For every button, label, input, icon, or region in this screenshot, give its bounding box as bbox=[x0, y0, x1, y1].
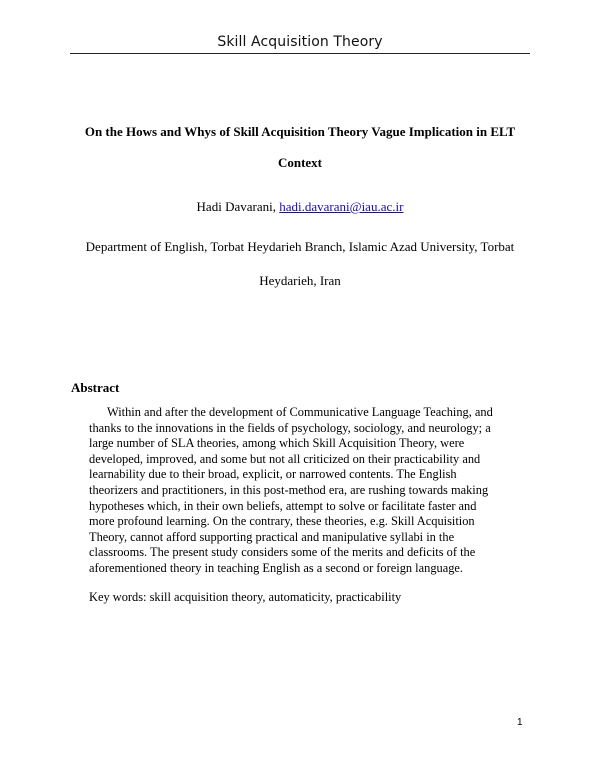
author-line bbox=[60, 199, 540, 215]
abstract-line: more profound learning. On the contrary, these theories, e.g. Skill Acquisition bbox=[89, 514, 475, 529]
abstract-line: theorizers and practitioners, in this post-method era, are rushing towards making bbox=[89, 482, 489, 497]
abstract-line: developed, improved, and some but not all criticized on their practicability and bbox=[89, 451, 481, 466]
abstract-line: aforementioned theory in teaching English as a second or foreign language. bbox=[89, 560, 463, 575]
keywords-line: Key words: skill acquisition theory, automaticity, practicability bbox=[89, 590, 402, 604]
abstract-line: hypotheses which, in their own beliefs, attempt to solve or facilitate faster and bbox=[89, 498, 477, 513]
affiliation-line-2: Heydarieh, Iran bbox=[259, 273, 341, 288]
page-number: 1 bbox=[517, 717, 523, 728]
abstract-line: Theory, cannot afford supporting practical and manipulative syllabi in the bbox=[89, 529, 455, 544]
abstract-line: large number of SLA theories, among which Skill Acquisition Theory, were bbox=[89, 436, 465, 451]
running-header: Skill Acquisition Theory bbox=[217, 34, 383, 50]
author-name: Hadi Davarani, bbox=[196, 199, 280, 214]
paper-title-line-2: Context bbox=[277, 155, 323, 170]
abstract-line: learnability due to their broad, explicit, or narrowed contents. The English bbox=[89, 467, 457, 482]
abstract-line: Within and after the development of Communicative Language Teaching, and bbox=[107, 405, 493, 419]
affiliation-line-1: Department of English, Torbat Heydarieh Branch, Islamic Azad University, Torbat bbox=[85, 239, 515, 254]
header-rule bbox=[70, 53, 530, 54]
abstract-body bbox=[71, 405, 530, 577]
abstract-line: thanks to the innovations in the fields of psychology, sociology, and neurology; a bbox=[89, 420, 491, 435]
abstract-line: classrooms. The present study considers some of the merits and deficits of the bbox=[89, 545, 476, 560]
author-email-link[interactable]: hadi.davarani@iau.ac.ir bbox=[279, 199, 404, 214]
paper-title-line-1: On the Hows and Whys of Skill Acquisition Theory Vague Implication in ELT bbox=[84, 124, 516, 139]
abstract-heading: Abstract bbox=[71, 380, 120, 395]
